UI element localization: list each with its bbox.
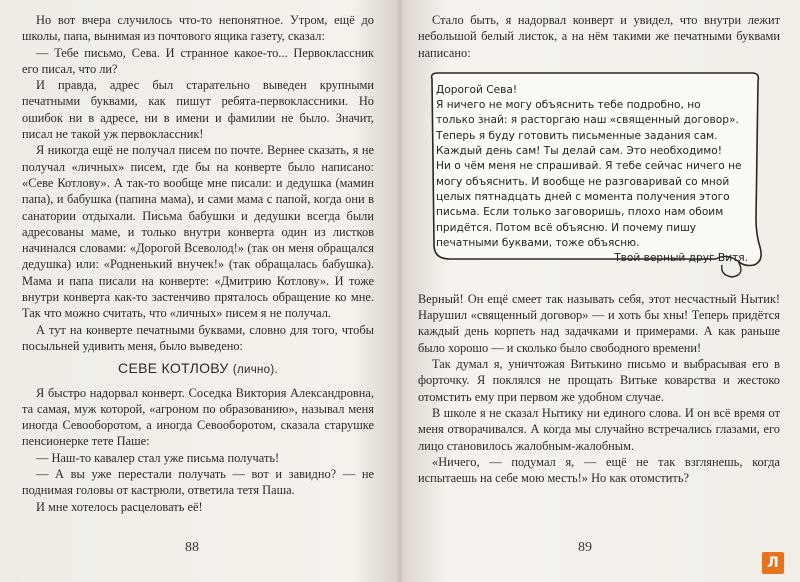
letter-line: Дорогой Сева! (436, 83, 518, 96)
letter-signature: Твой верный друг Витя. (614, 252, 748, 265)
envelope-note: (лично). (232, 364, 278, 377)
paragraph: Так думал я, уничтожая Витькино письмо и выбрасывая его в форточку. Я поклялся не прощать Витьке коварства и жестоко отомстить ему при первом же удобном случае. (418, 357, 780, 404)
left-paragraphs-a (22, 12, 374, 354)
paragraph: Я быстро надорвал конверт. Соседка Виктория Александровна, та самая, муж которой, «агроном по образованию», называл меня иногда Севооборотом, а иногда Севооборотом, сказала старушке пенсионерке тете Паше: (22, 385, 374, 449)
paragraph: Я никогда ещё не получал писем по почте. Вернее сказать, я не получал «личных» писем, где бы на конверте было написано: «Севе Котлову». А так-то вообще мне писали: и дедушка (мамин папа), и бабушка (папина мама), и сами мама с папой, когда они в санатории отдыхали. Письма бабушки и дедушки всегда были адресованы маме, и только внутри конверта один из листков начинался словами: «Дорогой Всеволод!» (так он меня обращался дедушка) или: «Родненький внучек!» (так обращалась бабушка). Мама и папа писали на конверте: «Дмитрию Котлову». И тоже внутри конверта как-то застенчиво пряталось обращение ко мне. Так что можно считать, что «личных» писем я не получал. (22, 143, 374, 321)
letter-line: Я ничего не могу объяснить тебе подробно, но (436, 99, 701, 112)
paragraph: В школе я не сказал Нытику ни единого слова. И он всё время от меня отворачивался. А когда мы случайно встречались глазами, его лицо становилось жалобным-жалобным. (418, 405, 780, 453)
paragraph: Верный! Он ещё смеет так называть себя, этот несчастный Нытик! Нарушил «священный договор» — и хоть бы хны! Теперь придётся каждый день корпеть над задачками и примерами. А как раньше было хорошо — и сколько было свободного времени! (418, 291, 780, 355)
paragraph: Но вот вчера случилось что-то непонятное. Утром, ещё до школы, папа, вынимая из почтового ящика газету, сказал: (22, 13, 374, 44)
page-number-right: 89 (578, 540, 592, 555)
letter-line: Теперь я буду готовить письменные задания сам. (436, 129, 718, 142)
paragraph: И правда, адрес был старательно выведен крупными печатными буквами, как пишут ребята-первоклассники. Но ошибок ни в адресе, ни в имени и фамилии не было. Значит, писал не такой уж первоклассник! (22, 78, 374, 142)
letter-text (436, 83, 754, 267)
right-page (418, 12, 780, 486)
letter-line: придётся. Потом всё объясню. И почему пишу (436, 221, 697, 234)
letter-line: целых пятнадцать дней с момента получения этого (436, 190, 730, 203)
envelope-title: СЕВЕ КОТЛОВУ (118, 360, 229, 377)
paragraph: «Ничего, — подумал я, — ещё не так взглянешь, когда испытаешь на себе мою месть!» Но как отомстить? (418, 454, 780, 486)
publisher-logo-icon: Л (762, 552, 784, 574)
letter-line: печатными буквами, тоже объясню. (436, 236, 640, 249)
right-paragraphs (418, 291, 780, 487)
letter-line: письма. Если только заговоришь, плохо нам обоим (436, 206, 724, 219)
letter-line: Ни о чём меня не спрашивай. Я тебе сейчас ничего не (436, 160, 742, 173)
paragraph: А тут на конверте печатными буквами, словно для того, чтобы посыльней удивить меня, было выведено: (22, 322, 374, 353)
letter-scroll (426, 69, 766, 281)
letter-line: Каждый день сам! Ты делай сам. Это необходимо! (436, 145, 722, 158)
letter-line: могу объяснить. И вообще не разговаривай со мной (436, 175, 730, 188)
paragraph: И мне хотелось расцеловать её! (36, 499, 203, 514)
paragraph: — Наш-то кавалер стал уже письма получать! (36, 450, 280, 465)
paragraph: — А вы уже перестали получать — вот и завидно? — не поднимая головы от кастрюли, ответила тетя Паша. (22, 467, 374, 498)
letter-line: только знай: я расторгаю наш «священный договор». (436, 114, 739, 127)
left-paragraphs-b (22, 385, 374, 515)
envelope-address (22, 360, 374, 378)
left-page (22, 12, 374, 515)
paragraph: Стало быть, я надорвал конверт и увидел, что внутри лежит небольшой белый листок, а на нём такими же печатными буквами написано: (418, 13, 780, 60)
paragraph: — Тебе письмо, Сева. И странное какое-то... Первоклассник его писал, что ли? (22, 45, 374, 76)
page-number-left: 88 (185, 540, 199, 555)
